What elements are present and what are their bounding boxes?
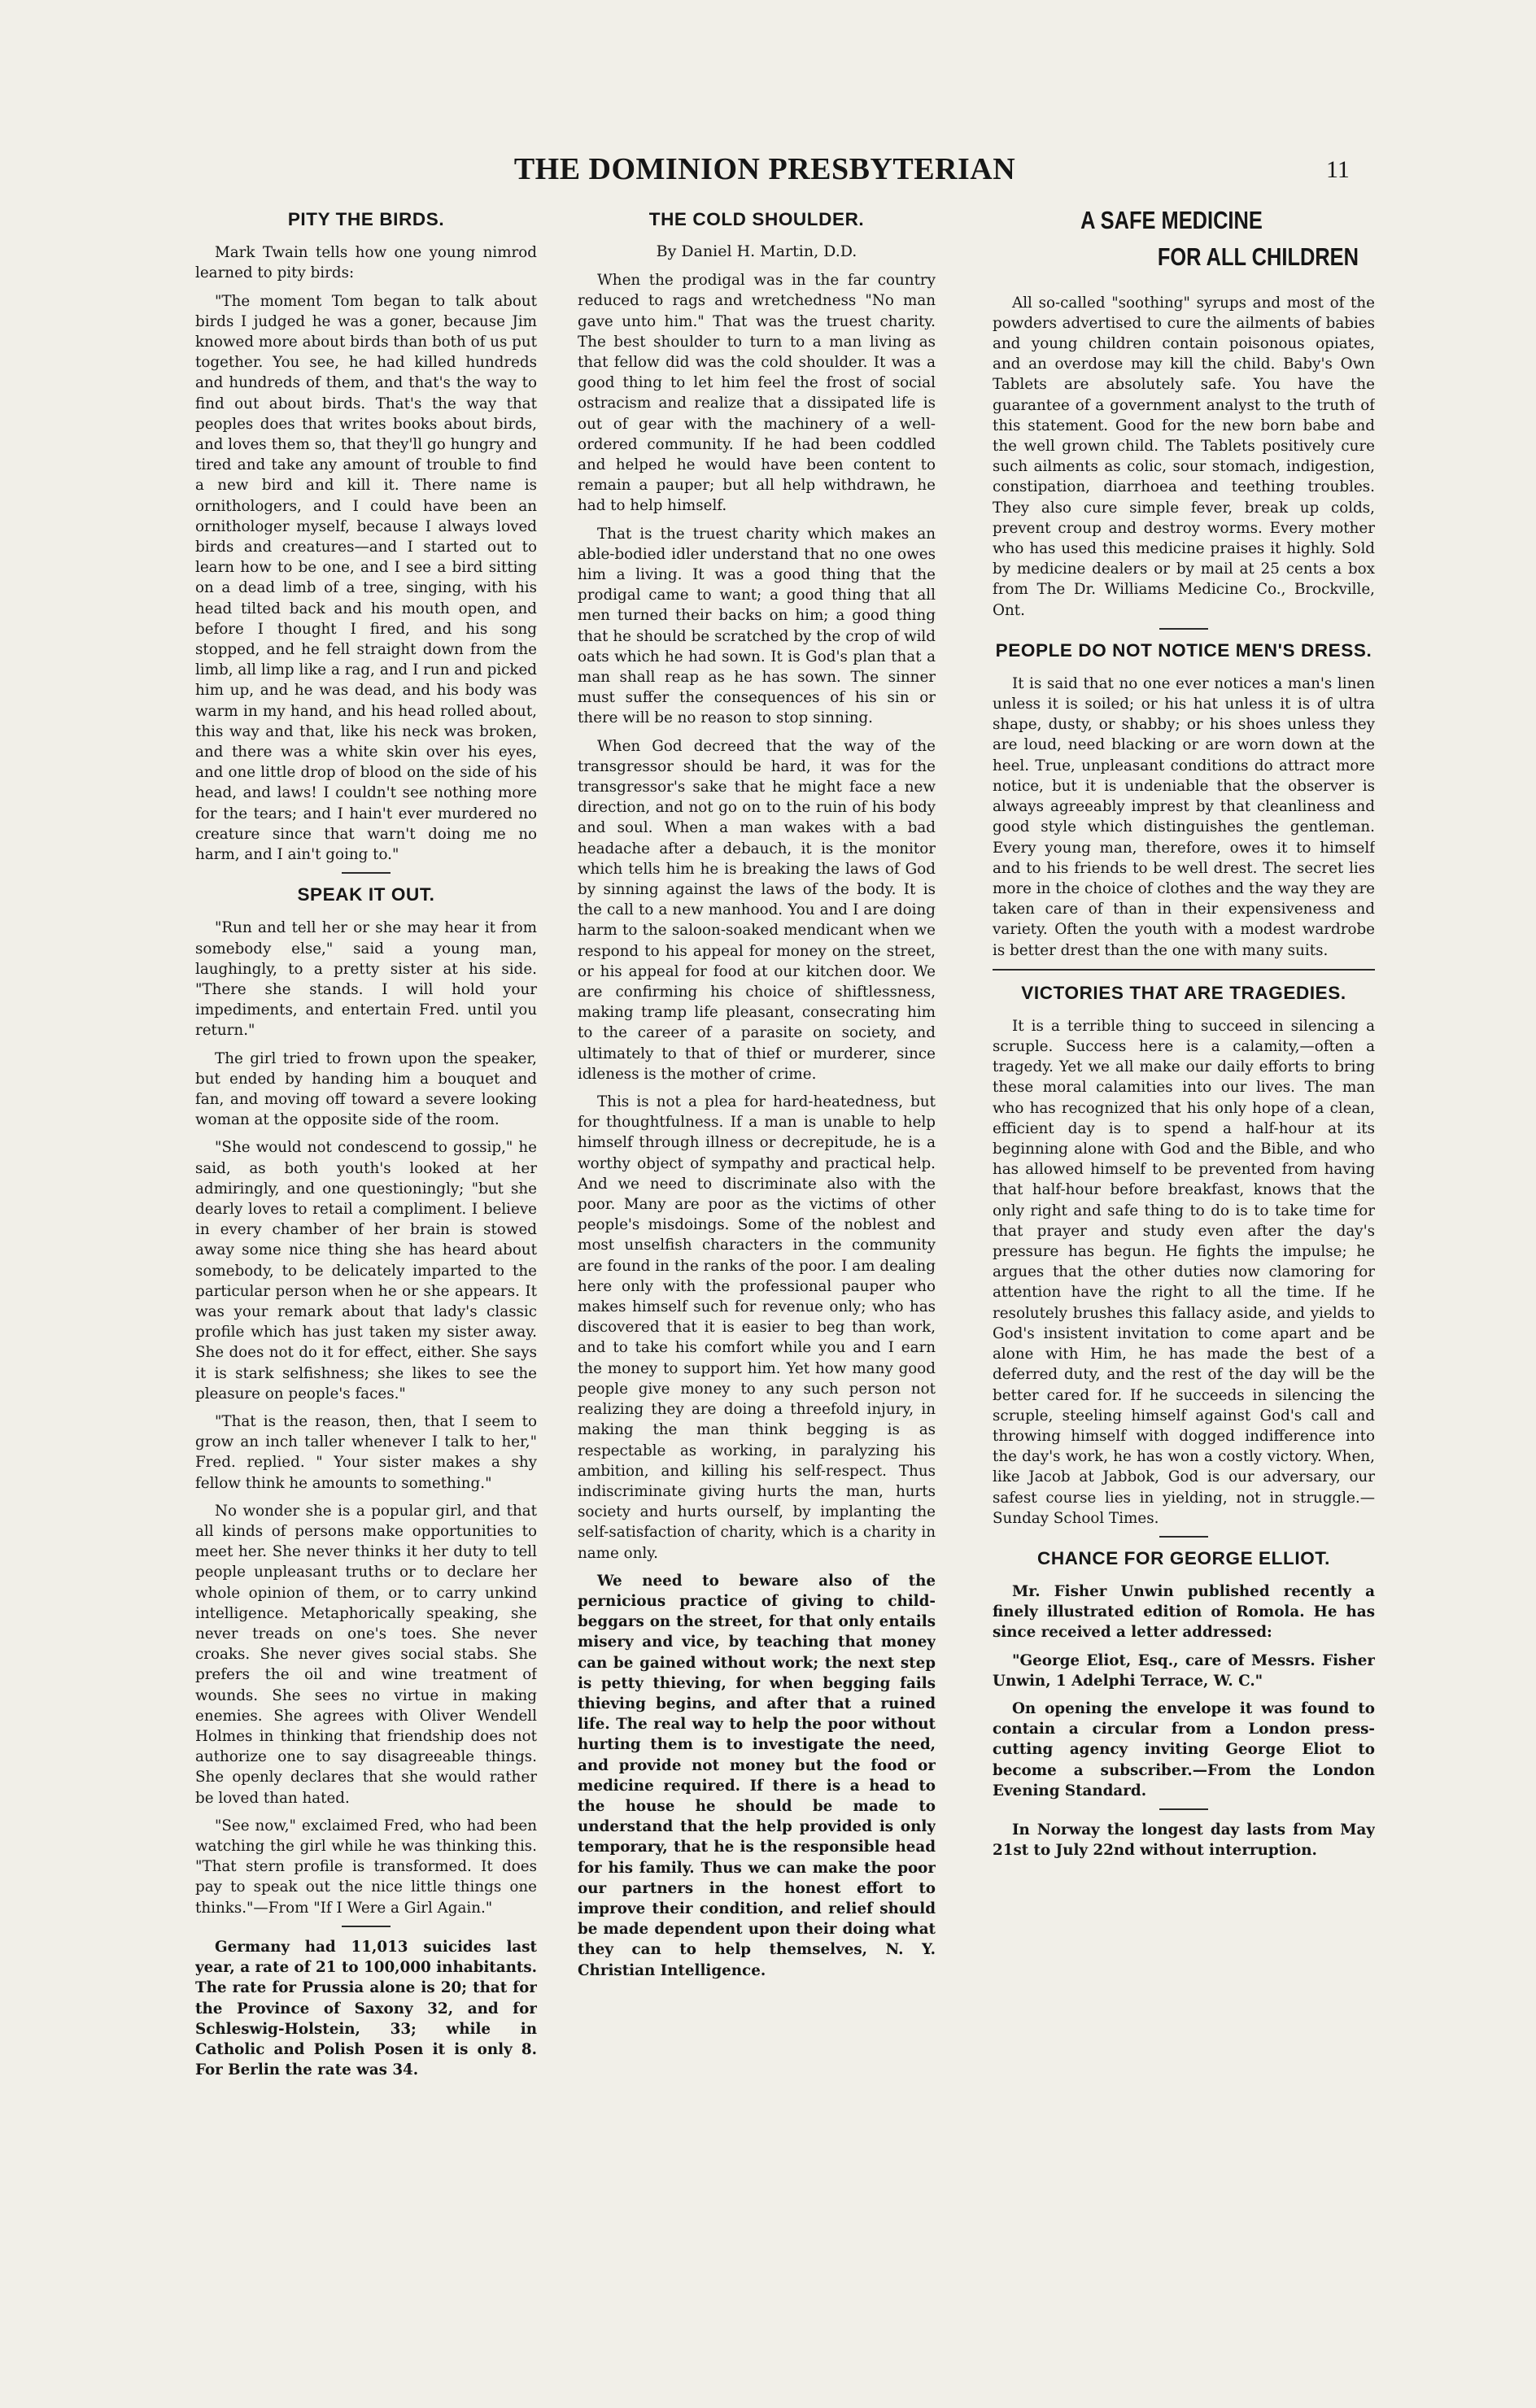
- divider: [1159, 1536, 1208, 1538]
- column-2: [578, 203, 936, 1988]
- divider: [993, 969, 1375, 971]
- article-title-victories: VICTORIES THAT ARE TRAGEDIES.: [1021, 982, 1346, 1003]
- advertisement-body: All so-called "soothing" syrups and most of the powders advertised to cure the ailments of babies and young children contain poisonous opiates, and an overdose may kill the child. Baby's Own Tablets are absolutely safe. You have the guarantee of a government analyst to the truth of this statement. Good for the new born babe and the well grown child. The Tablets positively cure such ailments as colic, sour stomach, indigestion, constipation, diarrhoea and teething troubles. They also cure simple fever, break up colds, prevent croup and destroy worms. Every mother who has used this medicine praises it highly. Sold by medicine dealers or by mail at 25 cents a box from The Dr. Williams Medicine Co., Brockville, Ont.: [993, 294, 1375, 619]
- article-byline: By Daniel H. Martin, D.D.: [656, 242, 857, 261]
- article-paragraph: We need to beware also of the pernicious practice of giving to child-beggars on the street, for that only entails misery and vice, by teaching that money can be gained without work; the next step is petty thieving, for when begging fails thieving begins, and after that a ruined life. The real way to help the poor without hurting them is to investigate the need, and provide not money but the food or medicine required. If there is a head to the house he should be made to understand that the help provided is only temporary, that he is the responsible head for his family. Thus we can make the poor our partners in the honest effort to improve their condition, and relief should be made dependent upon their doing what they can to help themselves, N. Y. Christian Intelligence.: [578, 1572, 936, 1979]
- article-paragraph: "Run and tell her or she may hear it from somebody else," said a young man, laughingly, to a pretty sister at his side. "There she stands. I will hold your impediments, and entertain Fred. until you return.": [195, 919, 537, 1040]
- column-3: [993, 203, 1375, 1868]
- norway-note: In Norway the longest day lasts from May 21st to July 22nd without interruption.: [993, 1821, 1375, 1860]
- masthead: [0, 151, 1536, 200]
- article-paragraph: That is the truest charity which makes an able-bodied idler understand that no one owes him a living. It was a good thing that the prodigal came to want; a good thing that all men turned their backs on him; a good thing that he should be scratched by the crop of wild oats which he had sown. It is God's plan that a man shall reap as he has sown. The sinner must suffer the consequences of his sin or there will be no reason to stop sinning.: [578, 525, 936, 727]
- article-paragraph: On opening the envelope it was found to contain a circular from a London press-cutting agency inviting George Eliot to become a subscriber.—From the London Evening Standard.: [993, 1700, 1375, 1799]
- advertisement-title-line-1: A SAFE MEDICINE: [1080, 206, 1263, 234]
- article-paragraph: When God decreed that the way of the transgressor should be hard, it was for the transgressor's sake that he might face a new direction, and not go on to the ruin of his body and soul. When a man wakes with a bad headache after a debauch, it is the monitor which tells him he is breaking the laws of God by sinning against the laws of the body. It is the call to a new manhood. You and I are doing harm to the saloon-soaked mendicant when we respond to his appeal for money on the street, or his appeal for food at our kitchen door. We are confirming his choice of shiftlessness, making tramp life pleasant, consecrating him to the career of a parasite on society, and ultimately to that of thief or murderer, since idleness is the mother of crime.: [578, 737, 936, 1083]
- article-paragraph: Mark Twain tells how one young nimrod learned to pity birds:: [195, 244, 537, 282]
- article-title-cold-shoulder: THE COLD SHOULDER.: [648, 209, 865, 229]
- divider: [1159, 628, 1208, 630]
- article-paragraph: It is a terrible thing to succeed in silencing a scruple. Success here is a calamity,—often a tragedy. Yet we all make our daily efforts to bring these moral calamities into our lives. The man who has recognized that his only hope of a clean, efficient day is to spend a half-hour at its beginning alone with God and the Bible, and who has allowed himself to be prevented from having that half-hour before breakfast, knows that the only right and safe thing to do is to take time for that prayer and study even after the day's pressure has begun. He fights the impulse; he argues that the other duties now clamoring for attention have the right to all the time. If he resolutely brushes this fallacy aside, and yields to God's insistent invitation to come apart and be alone with Him, he has made the best of a deferred duty, and the rest of the day will be the better cared for. If he succeeds in silencing the scruple, steeling himself against God's call and throwing himself with dogged indifference into the day's work, he has won a costly victory. When, like Jacob at Jabbok, God is our adversary, our safest course lies in yielding, not in struggle.—Sunday School Times.: [993, 1017, 1375, 1527]
- article-paragraph: When the prodigal was in the far country reduced to rags and wretchedness "No man gave unto him." That was the truest charity. The best shoulder to turn to a man living as that fellow did was the cold shoulder. It was a good thing to let him feel the frost of social ostracism and realize that a dissipated life is out of gear with the machinery of a well-ordered community. If he had been coddled and helped he would have been content to remain a pauper; but all help withdrawn, he had to help himself.: [578, 272, 936, 515]
- article-title-pity-the-birds: PITY THE BIRDS.: [287, 209, 445, 229]
- article-title-speak-it-out: SPEAK IT OUT.: [297, 884, 435, 905]
- article-title-george-elliot: CHANCE FOR GEORGE ELLIOT.: [1036, 1547, 1330, 1568]
- divider: [1159, 1808, 1208, 1810]
- article-paragraph: "That is the reason, then, that I seem to grow an inch taller whenever I talk to her," Fred. replied. " Your sister makes a shy fellow think he amounts to something.": [195, 1413, 537, 1492]
- article-paragraph: No wonder she is a popular girl, and that all kinds of persons make opportunities to meet her. She never thinks it her duty to tell people unpleasant truths or to declare her whole opinion of them, or to carry unkind intelligence. Metaphorically speaking, she never treads on one's toes. She never croaks. She never gives social stabs. She prefers the oil and wine treatment of wounds. She sees no virtue in making enemies. She agrees with Oliver Wendell Holmes in thinking that friendship does not authorize one to say disagreeable things. She openly declares that she would rather be loved than hated.: [195, 1502, 537, 1807]
- article-paragraph: It is said that no one ever notices a man's linen unless it is soiled; or his hat unless it is of ultra shape, dusty, or shabby; or his shoes unless they are loud, need blacking or are worn down at the heel. True, unpleasant conditions do attract more notice, but it is undeniable that the observer is always agreeably imprest by that cleanliness and good style which distinguishes the gentleman. Every young man, therefore, owes it to himself and to his friends to be well drest. The secret lies more in the choice of clothes and the way they are taken care of than in their expensiveness and variety. Often the youth with a modest wardrobe is better drest than the one with many suits.: [993, 674, 1375, 959]
- article-paragraph: "She would not condescend to gossip," he said, as both youth's looked at her admiringly, and one questioningly; "but she dearly loves to retail a compliment. I believe in every chamber of her brain is stowed away some nice thing she has heard about somebody, to be delicately imparted to the particular person when he or she appears. It was your remark about that lady's classic profile which has just taken my sister away. She does not do it for effect, either. She says it is stark selfishness; she likes to see the pleasure on people's faces.": [195, 1139, 537, 1402]
- article-title-mens-dress: PEOPLE DO NOT NOTICE MEN'S DRESS.: [995, 639, 1372, 661]
- germany-suicides-note: Germany had 11,013 suicides last year, a rate of 21 to 100,000 inhabitants. The rate for Prussia alone is 20; that for the Province of Saxony 32, and for Schleswig-Holstein, 33; while in Catholic and Polish Posen it is only 8. For Berlin the rate was 34.: [195, 1938, 537, 2079]
- divider: [342, 872, 391, 874]
- divider: [342, 1926, 391, 1927]
- article-paragraph: "The moment Tom began to talk about birds I judged he was a goner, because Jim knowed more about birds than both of us put together. You see, he had killed hundreds and hundreds of them, and that's the way to find out about birds. That's the way that peoples does that writes books about birds, and loves them so, that they'll go hungry and tired and take any amount of trouble to find a new bird and kill it. There name is ornithologers, and I could have been an ornithologer myself, because I always loved birds and creatures—and I started out to learn how to be one, and I see a bird sitting on a dead limb of a tree, singing, with his head tilted back and his mouth open, and before I thought I fired, and his song stopped, and he fell straight down from the limb, all limp like a rag, and I run and picked him up, and he was dead, and his body was warm in my hand, and his head rolled about, this way and that, like his neck was broken, and there was a white skin over his eyes, and one little drop of blood on the side of his head, and laws! I couldn't see nothing more for the tears; and I hain't ever murdered no creature since that warn't doing me no harm, and I ain't going to.": [195, 292, 537, 864]
- article-paragraph: "George Eliot, Esq., care of Messrs. Fisher Unwin, 1 Adelphi Terrace, W. C.": [993, 1651, 1375, 1690]
- newspaper-title: THE DOMINION PRESBYTERIAN: [513, 152, 1016, 186]
- article-paragraph: "See now," exclaimed Fred, who had been watching the girl while he was thinking this. "That stern profile is transformed. It does pay to speak out the nice little things one thinks."—From "If I Were a Girl Again.": [195, 1817, 537, 1917]
- article-paragraph: Mr. Fisher Unwin published recently a finely illustrated edition of Romola. He has since received a letter addressed:: [993, 1583, 1375, 1642]
- article-paragraph: This is not a plea for hard-heatedness, but for thoughtfulness. If a man is unable to help himself through illness or decrepitude, he is a worthy object of sympathy and practical help. And we need to discriminate also with the poor. Many are poor as the victims of other people's misdoings. Some of the noblest and most unselfish characters in the community are found in the ranks of the poor. I am dealing here only with the professional pauper who makes himself such for revenue only; who has discovered that it is easier to beg than work, and to take his comfort while you and I earn the money to support him. Yet how many good people give money to any such person not realizing they are doing a threefold injury, in making the man think begging is as respectable as working, in paralyzing his ambition, and killing his self-respect. Thus indiscriminate giving hurts the man, hurts society and hurts ourself, by implanting the self-satisfaction of charity, which is a charity in name only.: [578, 1093, 936, 1562]
- column-1: [195, 203, 537, 2087]
- advertisement-title-line-2: FOR ALL CHILDREN: [1157, 242, 1359, 271]
- article-paragraph: The girl tried to frown upon the speaker, but ended by handing him a bouquet and fan, and moving off toward a severe looking woman at the opposite side of the room.: [195, 1049, 537, 1129]
- page-number: 11: [1326, 156, 1350, 183]
